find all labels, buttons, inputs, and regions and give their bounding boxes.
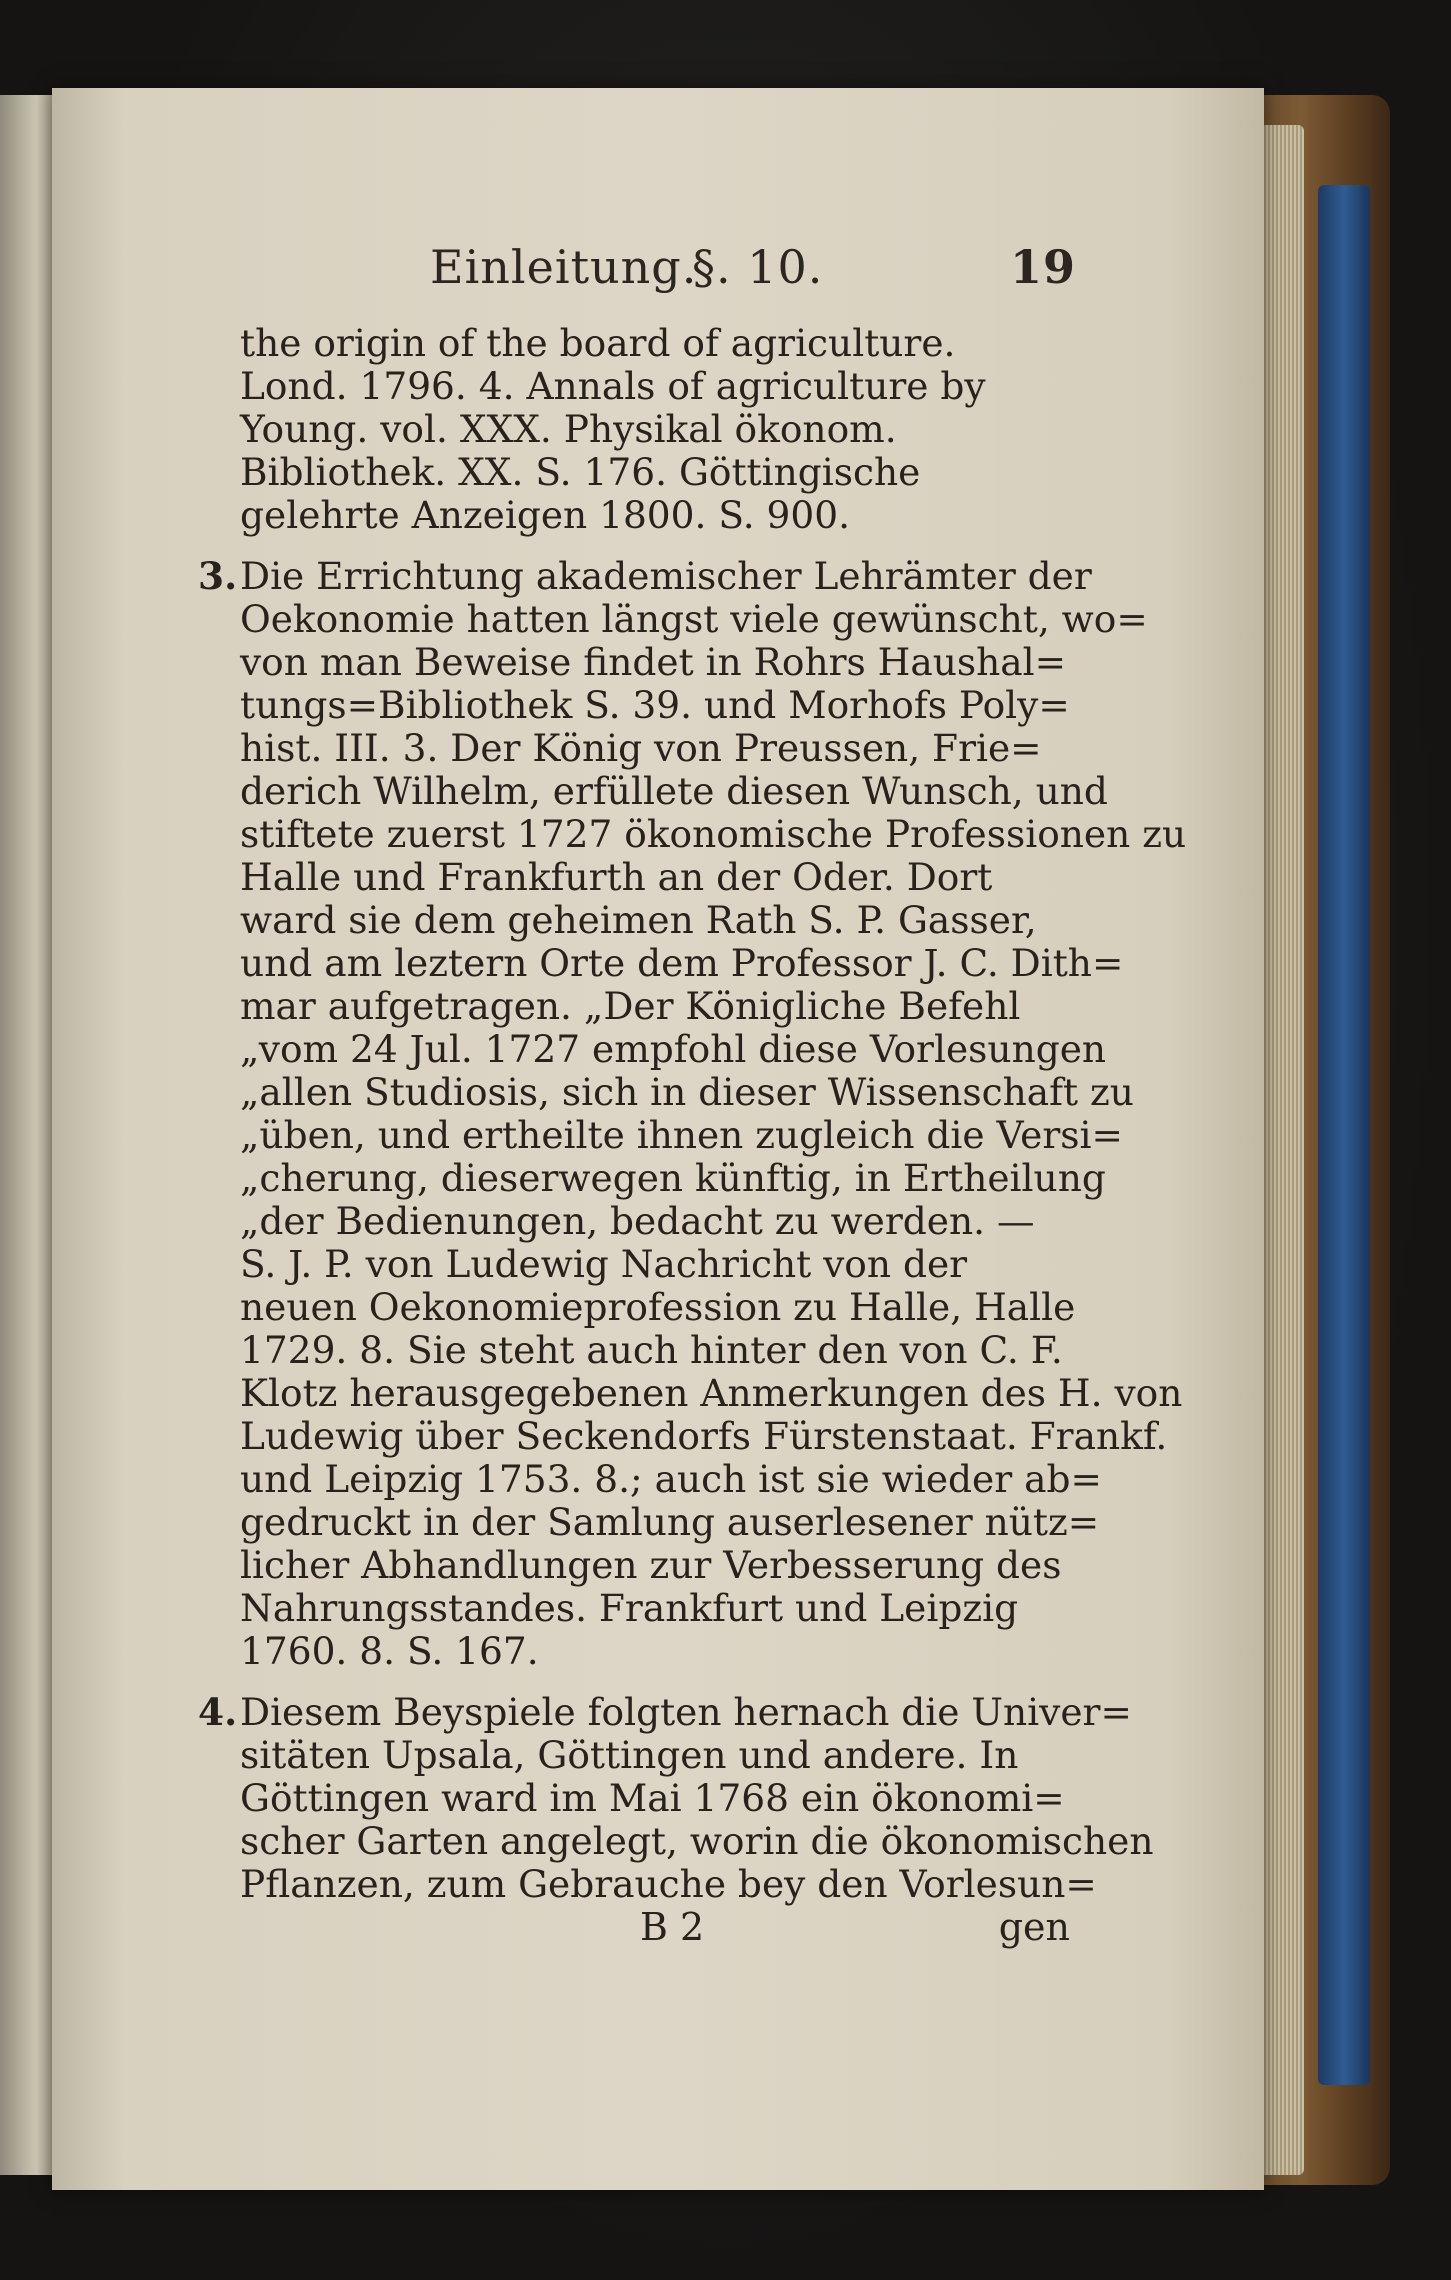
text-line: 1729. 8. Sie steht auch hinter den von C. F. bbox=[240, 1328, 1063, 1372]
text-line: und Leipzig 1753. 8.; auch ist sie wieder ab= bbox=[240, 1457, 1102, 1501]
text-line: von man Beweise findet in Rohrs Haushal= bbox=[240, 640, 1067, 684]
text-line: hist. III. 3. Der König von Preussen, Frie= bbox=[240, 726, 1042, 770]
text-line: derich Wilhelm, erfüllete diesen Wunsch, und bbox=[240, 769, 1108, 813]
text-line: Göttingen ward im Mai 1768 ein ökonomi= bbox=[240, 1776, 1065, 1820]
catchword: gen bbox=[998, 1905, 1070, 1949]
text-line: 1760. 8. S. 167. bbox=[240, 1629, 539, 1673]
text-line: S. J. P. von Ludewig Nachricht von der bbox=[240, 1242, 968, 1286]
text-line: mar aufgetragen. „Der Königliche Befehl bbox=[240, 984, 1021, 1028]
text-line: Bibliothek. XX. S. 176. Göttingische bbox=[240, 450, 921, 494]
text-line: „der Bedienungen, bedacht zu werden. — bbox=[240, 1199, 1035, 1243]
text-line: gelehrte Anzeigen 1800. S. 900. bbox=[240, 493, 851, 537]
text-line: Lond. 1796. 4. Annals of agriculture by bbox=[240, 364, 986, 408]
paragraph-3 bbox=[198, 554, 1187, 1673]
facing-page-edge bbox=[0, 95, 52, 2175]
text-line: the origin of the board of agriculture. bbox=[240, 321, 956, 365]
text-line: „allen Studiosis, sich in dieser Wissenschaft zu bbox=[240, 1070, 1134, 1114]
text-line: scher Garten angelegt, worin die ökonomischen bbox=[240, 1819, 1154, 1863]
running-head bbox=[430, 240, 1077, 300]
running-head-section: §. 10. bbox=[692, 240, 824, 294]
text-line: und am leztern Orte dem Professor J. C. Dith= bbox=[240, 941, 1124, 985]
paragraph-number: 3. bbox=[198, 554, 238, 598]
text-line: Halle und Frankfurth an der Oder. Dort bbox=[240, 855, 993, 899]
text-line: tungs=Bibliothek S. 39. und Morhofs Poly= bbox=[240, 683, 1070, 727]
text-line: „cherung, dieserwegen künftig, in Ertheilung bbox=[240, 1156, 1106, 1200]
text-line: Diesem Beyspiele folgten hernach die Univer= bbox=[240, 1690, 1132, 1734]
book-cover-blue-panel bbox=[1318, 185, 1370, 2085]
text-line: „üben, und ertheilte ihnen zugleich die Versi= bbox=[240, 1113, 1123, 1157]
text-line: neuen Oekonomieprofession zu Halle, Halle bbox=[240, 1285, 1076, 1329]
page-number: 19 bbox=[1010, 240, 1077, 294]
continuation-block bbox=[240, 322, 1070, 537]
text-line: Klotz herausgegebenen Anmerkungen des H. von bbox=[240, 1371, 1183, 1415]
text-line: „vom 24 Jul. 1727 empfohl diese Vorlesungen bbox=[240, 1027, 1107, 1071]
text-line: Nahrungsstandes. Frankfurt und Leipzig bbox=[240, 1586, 1019, 1630]
text-line: Die Errichtung akademischer Lehrämter der bbox=[240, 554, 1092, 598]
body-text bbox=[198, 321, 1187, 1956]
text-line: licher Abhandlungen zur Verbesserung des bbox=[240, 1543, 1062, 1587]
paragraph-4 bbox=[198, 1690, 1154, 1906]
text-line: ward sie dem geheimen Rath S. P. Gasser, bbox=[240, 898, 1037, 942]
text-line: sitäten Upsala, Göttingen und andere. In bbox=[240, 1733, 1019, 1777]
text-line: Oekonomie hatten längst viele gewünscht, wo= bbox=[240, 597, 1148, 641]
text-line: Young. vol. XXX. Physikal ökonom. bbox=[240, 407, 897, 451]
text-line: stiftete zuerst 1727 ökonomische Professionen zu bbox=[240, 812, 1187, 856]
text-line: gedruckt in der Samlung auserlesener nütz= bbox=[240, 1500, 1100, 1544]
signature-mark: B 2 bbox=[640, 1905, 705, 1949]
page-edges bbox=[1262, 125, 1304, 2175]
page-footer bbox=[240, 1906, 1070, 1956]
running-head-title: Einleitung. bbox=[430, 240, 698, 294]
text-line: Pflanzen, zum Gebrauche bey den Vorlesun= bbox=[240, 1862, 1097, 1906]
text-line: Ludewig über Seckendorfs Fürstenstaat. Frankf. bbox=[240, 1414, 1168, 1458]
paragraph-number: 4. bbox=[198, 1690, 238, 1734]
